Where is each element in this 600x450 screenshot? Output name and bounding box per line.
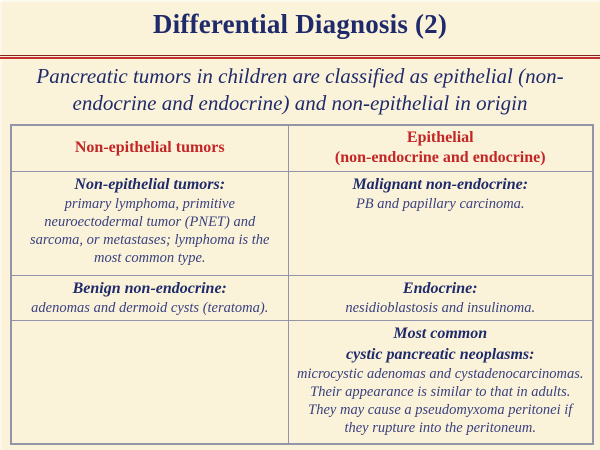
column-header-label-line2: (non-endocrine and endocrine) — [334, 149, 546, 167]
cell-heading: Benign non-endocrine: — [72, 280, 227, 297]
cell-body: microcystic adenomas and cystadenocarcinomas. Their appearance is similar to that in adults. They may cause a pseudomyxoma peritonei if they rupture into the peritoneum. — [297, 365, 584, 436]
cell-body: primary lymphoma, primitive neuroectodermal tumor (PNET) and sarcoma, or metastases; lymphoma is the most common type. — [30, 195, 270, 266]
cell-body: PB and papillary carcinoma. — [355, 195, 525, 212]
column-header-epithelial — [288, 125, 593, 171]
slide-subtitle: Pancreatic tumors in children are classified as epithelial (non-endocrine and endocrine) and non-epithelial in origin — [36, 64, 564, 115]
table-row — [11, 171, 593, 275]
cell-body: adenomas and dermoid cysts (teratoma). — [31, 300, 269, 316]
table-row — [11, 275, 593, 320]
cell-empty — [11, 320, 288, 444]
table-row — [11, 320, 593, 444]
column-header-non-epithelial — [11, 125, 288, 171]
slide-title: Differential Diagnosis (2) — [152, 9, 448, 39]
cell-cystic-neoplasms — [288, 320, 593, 444]
cell-malignant-non-endocrine — [288, 171, 593, 275]
title-divider-rule — [0, 55, 600, 59]
cell-non-epithelial-tumors — [11, 171, 288, 275]
cell-benign-non-endocrine — [11, 275, 288, 320]
cell-body: nesidioblastosis and insulinoma. — [345, 300, 536, 316]
cell-endocrine — [288, 275, 593, 320]
column-header-label-line1: Epithelial — [406, 129, 474, 147]
diagnosis-table — [10, 124, 594, 445]
cell-heading-line2: cystic pancreatic neoplasms: — [346, 345, 535, 363]
cell-heading: Malignant non-endocrine: — [352, 175, 529, 193]
cell-heading: Non-epithelial tumors: — [74, 175, 226, 193]
cell-heading-line1: Most common — [393, 324, 488, 342]
column-header-label: Non-epithelial tumors — [74, 139, 225, 157]
cell-heading: Endocrine: — [402, 280, 478, 297]
table-header-row — [11, 125, 593, 171]
